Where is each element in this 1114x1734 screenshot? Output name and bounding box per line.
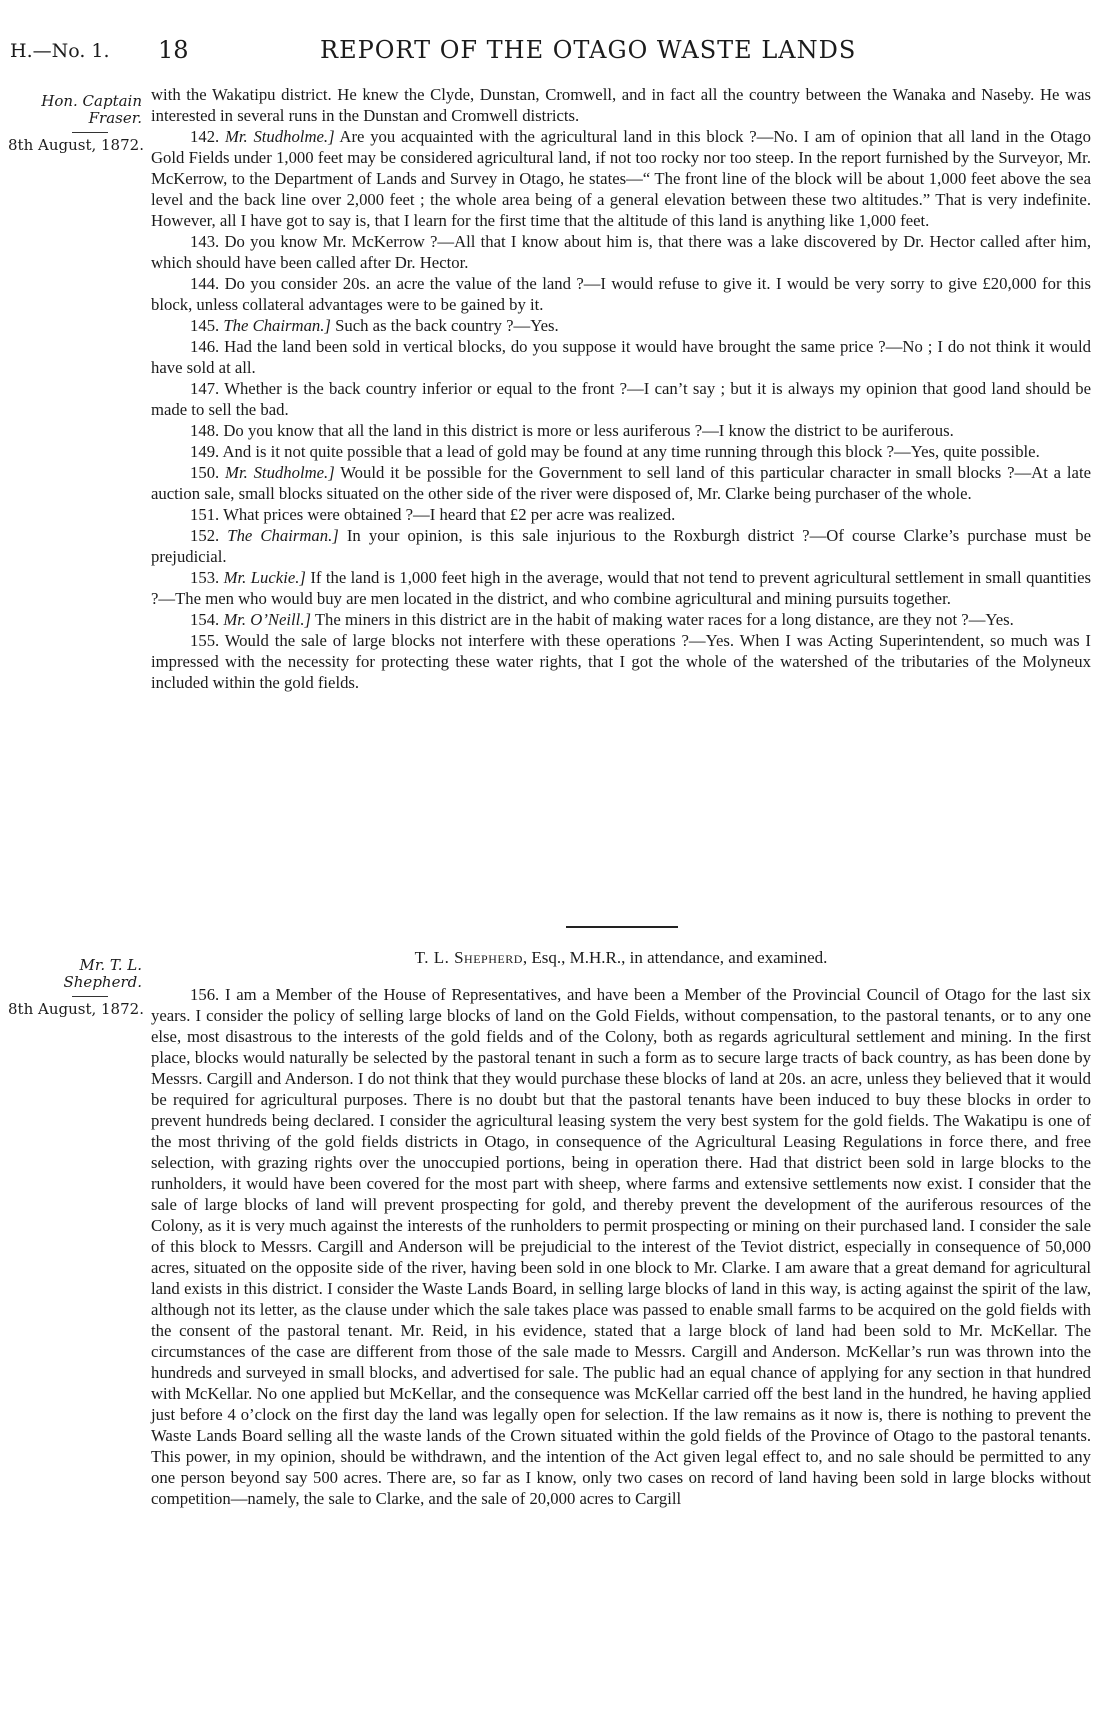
question-text: Would it be possible for the Government to sell land of this particular character in small blocks ?—At a late auction sale, small blocks situated on the other side of the river were disposed of, Mr. Clarke being purchaser of the whole. <box>151 463 1091 503</box>
question-paragraph <box>151 273 1091 315</box>
question-text: Do you consider 20s. an acre the value of the land ?—I would refuse to give it. I would be very sorry to give £20,000 for this block, unless collateral advantages were to be gained by it. <box>151 274 1091 314</box>
question-text: The miners in this district are in the habit of making water races for a long distance, are they not ?—Yes. <box>310 610 1014 629</box>
attendance-text: , Esq., M.H.R., in attendance, and examined. <box>522 948 828 967</box>
speaker-name: Mr. Studholme.] <box>225 463 335 482</box>
speaker-name: Mr. Studholme.] <box>224 127 335 146</box>
evidence-column-1 <box>151 84 1091 693</box>
sidenote-rule <box>72 132 108 133</box>
question-number: 145. <box>190 316 220 335</box>
witness-heading-name: T. L. Shepherd <box>414 948 523 967</box>
evidence-column-2 <box>151 984 1091 1509</box>
witness-name: Hon. Captain Fraser. <box>41 92 142 127</box>
speaker-name: The Chairman.] <box>223 316 331 335</box>
question-number: 153. <box>190 568 220 587</box>
paper-code: H.—No. 1. <box>10 40 110 62</box>
running-title: REPORT OF THE OTAGO WASTE LANDS <box>320 36 857 64</box>
question-text: Are you acquainted with the agricultural land in this block ?—No. I am of opinion that all land in the Otago Gold Fields under 1,000 feet may be considered agricultural land, if not too rocky nor too steep. In the report furnished by the Surveyor, Mr. McKerrow, to the Department of Lands and Survey in Otago, he states—“ The front line of the block will be about 1,000 feet above the sea level and the back line over 2,000 feet ; the whole area being of a general elevation between these two altitudes.” That is very indefinite. However, all I have got to say is, that I learn for the first time that the altitude of this land is anything like 1,000 feet. <box>151 127 1091 230</box>
question-text: Such as the back country ?—Yes. <box>330 316 559 335</box>
question-text: Whether is the back country inferior or equal to the front ?—I can’t say ; but it is always my opinion that good land should be made to sell the bad. <box>151 379 1091 419</box>
witness-name: Mr. T. L. Shepherd. <box>63 956 142 991</box>
question-number: 155. <box>190 631 220 650</box>
witness-date: 8th August, 1872. <box>8 136 144 154</box>
attendance-heading <box>151 948 1091 968</box>
question-text: Do you know Mr. McKerrow ?—All that I know about him is, that there was a lake discovered by Dr. Hector called after him, which should have been called after Dr. Hector. <box>151 232 1092 272</box>
question-paragraph <box>151 525 1091 567</box>
question-paragraph <box>151 504 1091 525</box>
speaker-name: The Chairman.] <box>227 526 339 545</box>
question-text: What prices were obtained ?—I heard that £2 per acre was realized. <box>223 505 676 524</box>
witness-sidenote-2 <box>8 957 146 1018</box>
question-number: 151. <box>190 505 220 524</box>
question-text: In your opinion, is this sale injurious to the Roxburgh district ?—Of course Clarke’s purchase must be prejudicial. <box>151 526 1091 566</box>
evidence-paragraphs <box>151 126 1091 693</box>
question-number: 147. <box>190 379 220 398</box>
question-number: 146. <box>190 337 220 356</box>
question-number: 149. <box>190 442 220 461</box>
question-number: 156. <box>190 985 220 1004</box>
question-text: Would the sale of large blocks not interfere with these operations ?—Yes. When I was Acting Superintendent, so much was I impressed with the necessity for protecting these water rights, that I got the whole of the watershed of the tributaries of the Molyneux included within the gold fields. <box>151 631 1091 692</box>
question-paragraph <box>151 609 1091 630</box>
question-number: 143. <box>190 232 220 251</box>
question-number: 148. <box>190 421 220 440</box>
question-text: I am a Member of the House of Representatives, and have been a Member of the Provincial Council of Otago for the last six years. I consider the policy of selling large blocks of land on the Gold Fields, without compensation, to the pastoral tenants, or to any one else, most disastrous to the interests of the gold fields and of the Colony, both as regards agricultural settlement and mining. In the first place, blocks would naturally be selected by the pastoral tenant in such a form as to secure large tracts of back country, as has been done by Messrs. Cargill and Anderson. I do not think that they would purchase these blocks of land at 20s. an acre, unless they believed that it would be required for agricultural purposes. There is no doubt but that the pastoral tenants have been induced to buy these blocks in order to prevent hundreds being declared. I consider the agricultural leasing system the very best system for the gold fields. The Wakatipu is one of the most thriving of the gold fields districts in Otago, in consequence of the Agricultural Leasing Regulations in force there, and free selection, with grazing rights over the unoccupied portions, being in operation there. Had that district been sold in large blocks to the runholders, it would have been covered for the most part with sheep, where farms and extensive settlements now exist. I consider that the sale of large blocks of land will prevent prospecting for gold, and thereby prevent the development of the auriferous resources of the Colony, as it is very much against the interests of the runholders to permit prospecting or mining on their purchased land. I consider the sale of this block to Messrs. Cargill and Anderson will be prejudicial to the interest of the Teviot district, especially in consequence of 50,000 acres, situated on the opposite side of the river, having been sold in one block to Mr. Clarke. I am aware that a great demand for agricultural land exists in this district. I consider the Waste Lands Board, in selling large blocks of land in this way, is acting against the spirit of the law, although not its letter, as the clause under which the sale takes place was passed to enable small farms to be acquired on the gold fields with the consent of the pastoral tenant. Mr. Reid, in his evidence, stated that a large block of land had been sold to Mr. McKellar. The circumstances of the case are different from those of the sale made to Messrs. Cargill and Anderson. McKellar’s run was thrown into the hundreds and surveyed in small blocks, and advertised for sale. The public had an equal chance of applying for any section in that hundred with McKellar. No one applied but McKellar, and the consequence was McKellar carried off the best land in the hundred, he having applied just before 4 o’clock on the first day the land was legally open for selection. If the law remains as it now is, there is nothing to prevent the Waste Lands Board selling all the waste lands of the Crown situated within the gold fields of the Province of Otago to the pastoral tenants. This power, in my opinion, should be withdrawn, and the intention of the Act given legal effect to, and no sale should be permitted to any one person beyond say 500 acres. There are, so far as I know, only two cases on record of land having been sold in large blocks without competition—namely, the sale to Clarke, and the sale of 20,000 acres to Cargill <box>151 985 1092 1508</box>
question-text: If the land is 1,000 feet high in the average, would that not tend to prevent agricultural settlement in small quantities ?—The men who would buy are men located in the district, and who combine agricultural and mining pursuits together. <box>151 568 1091 608</box>
opening-paragraph: with the Wakatipu district. He knew the Clyde, Dunstan, Cromwell, and in fact all the country between the Wanaka and Naseby. He was interested in several runs in the Dunstan and Cromwell districts. <box>151 85 1091 125</box>
question-text: Do you know that all the land in this district is more or less auriferous ?—I know the district to be auriferous. <box>223 421 954 440</box>
witness-sidenote-1 <box>8 93 146 154</box>
question-paragraph <box>151 315 1091 336</box>
page-number: 18 <box>158 36 189 64</box>
witness-date: 8th August, 1872. <box>8 1000 144 1018</box>
question-text: Had the land been sold in vertical blocks, do you suppose it would have brought the same price ?—No ; I do not think it would have sold at all. <box>151 337 1092 377</box>
question-paragraph <box>151 231 1091 273</box>
question-paragraph <box>151 126 1091 231</box>
speaker-name: Mr. O’Neill.] <box>223 610 311 629</box>
speaker-name: Mr. Luckie.] <box>223 568 306 587</box>
question-paragraph <box>151 630 1091 693</box>
question-number: 142. <box>190 127 220 146</box>
question-paragraph <box>151 567 1091 609</box>
question-paragraph <box>151 336 1091 378</box>
sidenote-rule <box>72 996 108 997</box>
question-number: 152. <box>190 526 220 545</box>
question-paragraph <box>151 984 1091 1509</box>
question-paragraph <box>151 441 1091 462</box>
question-number: 154. <box>190 610 220 629</box>
section-divider <box>566 926 678 928</box>
question-number: 144. <box>190 274 220 293</box>
question-paragraph <box>151 378 1091 420</box>
question-paragraph <box>151 420 1091 441</box>
question-number: 150. <box>190 463 220 482</box>
question-text: And is it not quite possible that a lead of gold may be found at any time running through this block ?—Yes, quite possible. <box>222 442 1040 461</box>
evidence-paragraphs <box>151 984 1091 1509</box>
page-header <box>10 34 1104 66</box>
question-paragraph <box>151 462 1091 504</box>
